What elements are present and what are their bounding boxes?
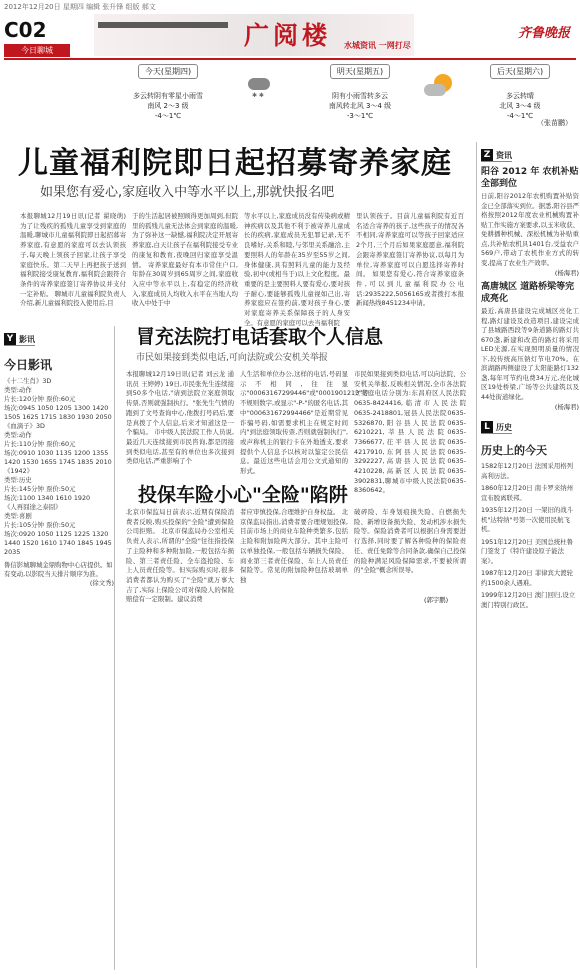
history-item: 1582年12月20日 法国采用格列高利历法。 xyxy=(481,462,574,480)
history-item: 1951年12月20日 美国总统杜鲁门签发了《特许建设原子能法案》。 xyxy=(481,537,574,565)
movie-note: 鲁信影城聊城金鼎购物中心店提供。如有变动,以影院当天排片顺序为准。 xyxy=(4,561,113,578)
sun-cloud-icon xyxy=(424,74,454,98)
weather-wind: 南风转北风 3～4 级 xyxy=(328,102,392,110)
page-header xyxy=(4,14,576,60)
brief-headline: 阳谷 2012 年 农机补贴全部到位 xyxy=(481,167,579,189)
weather-today xyxy=(108,64,228,121)
story2-col-2: 人生活和单位办公,这样的电话,号码显示不相同,往往显示"00063167299446"或"0001901213"等不规则数字,或显示"-P-"的匿名电话,其中"000631672994466"是近期常见诈骗号码,如需要求机主在规定时间内"到法庭领取传票,否则就强制执行",或声称机主的银行卡在外地透支,要求提供个人信息予以核对以鉴定公民信息。最近这些电话会用公文式通知的形式。 xyxy=(240,370,369,476)
author: (徐文秀) xyxy=(89,579,114,587)
movie-line: 类型:动作 xyxy=(4,431,32,439)
weather-day-label: 后天(星期六) xyxy=(490,64,550,79)
story2-col-1: 本报聊城12月19日讯(记者 刘云龙 通讯员 王婷婷) 19日,市民张先生连续接到50多个电话,"请到法院立案庭领取传票,否则就强制执行。"张先生气愤的跑到了文号查询中心,他拨打号码后,要是真拨了个人信息,后来才知道这是一个骗局。 市中级人民法院工作人员说,最近几天连续接到市民咨询,都是因接到类似电话,甚至有的单位也多次接到类似电话,严重影响了个 xyxy=(126,370,234,466)
movie-line: 片长:145分钟 票价:50元 xyxy=(4,485,76,493)
story3-col-2: 者应审慎投保,合理维护自身权益。 北京保监局指出,消费者要合理规划投保,目前市场上的商业车险种类繁多,包括主险和附加险两大部分。其中主险可以单独投保,一般包括车辆损失保险、商业第三者责任保险、车上人员责任保险等。常见的附加险种包括玻璃单独 xyxy=(240,508,348,584)
weather-wind: 北风 3～4 级 xyxy=(499,102,541,110)
history-item: 1999年12月20日 澳门回归,设立澳门特别行政区。 xyxy=(481,591,576,609)
weather-temp: -3～1℃ xyxy=(346,112,374,120)
lead-story-col-4: 里认领孩子。目前儿童福利院有近百名适合寄养的孩子,这些孩子的情况各不相同,寄养家庭可以等孩子回家适应2个月,三个月后如果家庭愿意,福利院会跟寄养家庭签订寄养协议,以每月为单位,寄养家庭可以自愿选择寄养时间。 如果您有爱心,符合寄养家庭条件,可以到儿童福利院办公电话:2935222,5056165或者拨打本报新闻热线8451234申请。 xyxy=(356,212,464,308)
story2-col-3: 市民如果接到类似电话,可以向法院、公安机关举报,反映相关情况,全市各法院立案庭电话分别为:东昌府区人民法院0635-8424416,临清市人民法院0635-2418801,冠县人民法院0635-5326870,阳谷县人民法院0635-6210221,莘县人民法院0635-7366677,茌平县人民法院0635-4217910,东阿县人民法院0635-3292227,高唐县人民法院0635-4210228,高新区人民法院0635-3902831,聊城市中级人民法院0635-8360642。 xyxy=(354,370,466,495)
tag-letter: Z xyxy=(481,149,493,161)
section-banner xyxy=(94,14,414,56)
movie-tag xyxy=(4,333,35,346)
weather-wind: 南风 2～3 级 xyxy=(147,102,189,110)
tag-label: 历史 xyxy=(496,422,512,432)
banner-title: 广阅楼 xyxy=(244,21,332,50)
weather-day-after xyxy=(460,64,580,121)
lead-story-col-1: 本报聊城12月19日讯(记者 翟晓萌) 为了让残疾的孤残儿童享受到家庭的温暖,聊城市儿童福利院即日起招募寄养家庭,有意愿的家庭可以去认领孩子,每天晚上领孩子回家,让孩子享受家庭快乐。第二天早上再把孩子送到福利院接受康复教育,福利院会跟符合条件的寄养家庭签订寄养协议并支付一定补贴。 聊城市儿童福利院负责人介绍,新儿童福利院投入使用后,目 xyxy=(20,212,126,308)
section-tag: 今日聊城 xyxy=(4,44,70,57)
history-title: 历史上的今天 xyxy=(481,444,547,457)
movie-listings-title: 今日影讯 xyxy=(4,358,53,372)
tag-label: 资讯 xyxy=(496,150,512,160)
story3-col-3: 破碎险、车身划痕损失险、自燃损失险、新增设备损失险、发动机涉水损失险等。保险消费者可以根据自身需要进行选择,同时要了解各种险种的保险责任、责任免除等合同条款,确保自己投保的险种满足风险保障需求,不要被所谓的"全险"概念所误导。 xyxy=(354,508,466,575)
movie-line: 片长:120分钟 票价:60元 xyxy=(4,395,76,403)
issue-info: 2012年12月20日 星期四 编辑 张升锋 组版 郝文 xyxy=(4,3,156,11)
movie-line: 片长:105分钟 票价:50元 xyxy=(4,521,76,529)
news-tag xyxy=(481,149,512,162)
movie-line: 《血滴子》3D xyxy=(4,422,45,430)
movie-line: 场次:1100 1340 1610 1920 xyxy=(4,494,91,502)
story3-col-1: 北京市保监局日前表示,近期有保险消费者反映,购买投保的"全险"遭到保险公司拒赔。 北京市保监局办公室相关负责人表示,所谓的"全险"往往指投保了主险种和多种附加险,一般包括车损险、第三者责任险、全车盗抢险、车上人员责任险等。但实际购买时,很多消费者都认为购买了"全险"就万事大吉了,实际上保险公司对保险人的保险赔偿有一定限制。建议消费 xyxy=(126,508,234,604)
weather-day-label: 明天(星期五) xyxy=(330,64,390,79)
history-item: 1987年12月20日 菲律宾大渡轮约1500余人遇难。 xyxy=(481,569,574,587)
subheadline: 如果您有爱心,家庭收入中等水平以上,那就快报名吧 xyxy=(40,185,335,200)
tag-letter: Y xyxy=(4,333,16,345)
story3-title: 投保车险小心"全险"陷阱 xyxy=(138,484,348,506)
movie-line: 场次:0945 1050 1205 1300 1420 1505 1625 1715 1830 1930 2050 xyxy=(4,404,112,421)
author: (郭宇鹏) xyxy=(424,596,449,604)
weather-desc: 多云转晴 xyxy=(506,92,534,100)
weather-temp: -4～1℃ xyxy=(154,112,182,120)
movie-line: 类型:动作 xyxy=(4,386,32,394)
brand-logo: 齐鲁晚报 xyxy=(517,26,570,41)
weather-temp: -4～1℃ xyxy=(506,112,534,120)
movie-line: 类型:喜剧 xyxy=(4,512,32,520)
weather-desc: 多云转阴有零星小雨雪 xyxy=(133,92,203,100)
author: (杨海君) xyxy=(554,269,579,277)
movie-line: 场次:0910 1030 1135 1200 1355 1420 1530 1655 1745 1835 2010 xyxy=(4,449,112,466)
movie-line: 类型:历史 xyxy=(4,476,32,484)
lead-story-col-2: 于的生活起居被照顾得更加周到,但院里的孤残儿童无法体会到家庭的温暖,为了弥补这一缺憾,福利院决定开展寄养家庭,白天让孩子在福利院接受专业的康复和教育,夜晚回归家庭享受温情。 寄养家庭最好有本市常住户口,年龄在30周岁到65周岁之间,家庭收入应中等水平以上,有稳定的经济收入,家庭成员人均收入水平在当地人均收入中处于中 xyxy=(132,212,238,308)
brief-headline: 高唐城区 道路桥梁等完成亮化 xyxy=(481,282,575,304)
history-item: 1935年12月20日 一架旧的战斗机"达特纳"号第一次使用民航飞机。 xyxy=(481,506,574,533)
banner-slogan: 水城资讯 一网打尽 xyxy=(344,41,411,50)
story2-subtitle: 市民如果接到类似电话,可向法院或公安机关举报 xyxy=(136,353,328,363)
brief-body: 日前,阳谷2012年农机购置补贴资金已全部落实到位。据悉,阳谷县严格按照2012年度农业机械购置补贴工作实施方案要求,以玉米收获、免耕播种机械、深松机械为补贴重点,共补贴农机具1401台,受益农户569户,带动了农机作业方式的转变,提高了农业生产效率。 xyxy=(481,192,579,267)
movie-line: 《人再囧途之泰囧》 xyxy=(4,503,62,511)
right-sidebar xyxy=(476,142,579,968)
tag-letter: L xyxy=(481,421,493,433)
story2-title: 冒充法院打电话套取个人信息 xyxy=(136,326,384,348)
headline: 儿童福利院即日起招募寄养家庭 xyxy=(18,146,452,181)
weather-day-label: 今天(星期四) xyxy=(138,64,198,79)
weather-forecast xyxy=(4,64,576,128)
weather-desc: 阴有小雨雪转多云 xyxy=(332,92,388,100)
city-gate-illustration xyxy=(98,22,228,56)
history-tag xyxy=(481,421,512,434)
brief-body: 最近,高唐县建设完成城区亮化工程,路灯建设及改造项目,建设完成了县城路西段等9条道路的路灯共670盏,新建和改造的路灯将采用LED光源,在实现照明质量的情况下,较传统高压钠灯节电70%。在滨湖路两侧建设了太阳能路灯132盏,每年可节约电费34万元,亮化城区19处桥梁,广场等公共建筑以及44处街道绿化。 xyxy=(481,307,579,401)
tag-label: 影讯 xyxy=(19,334,35,344)
movie-line: 《十二生肖》3D xyxy=(4,377,52,385)
cloud-snow-icon: ✱ ✱ xyxy=(244,74,274,98)
lead-story-col-3: 等水平以上,家庭成员没有传染病或精神疾病以及其他不利于被寄养儿童成长的疾病,家庭成员无犯罪记录,无不良嗜好,关系和睦,与邻里关系融洽,主要照料人的年龄在35岁至55岁之间,身体健康,具有照料儿童的能力及经验,初中(或相当于)以上文化程度。最重要的是主要照料人要有爱心,要对孩子耐心,要能够孤残儿童视如己出,寄养家庭应在签约前,要对孩子身心,要对家庭寄养关系保障孩子的人身安全。有意愿的家庭可以去当福利院 xyxy=(244,212,350,327)
movie-line: 场次:0920 1050 1125 1225 1320 1440 1520 1610 1740 1845 1945 2035 xyxy=(4,530,112,556)
movie-line: 片长:110分钟 票价:60元 xyxy=(4,440,76,448)
weather-source: （张苗鹏） xyxy=(537,119,572,127)
author: (杨海君) xyxy=(554,403,579,411)
movie-line: 《1942》 xyxy=(4,467,34,475)
history-item: 1860年12月20日 南卡罗来纳州宣布脱离联邦。 xyxy=(481,484,574,502)
weather-tomorrow xyxy=(300,64,420,121)
movie-listings xyxy=(4,326,115,970)
page-code: C02 xyxy=(4,18,47,42)
